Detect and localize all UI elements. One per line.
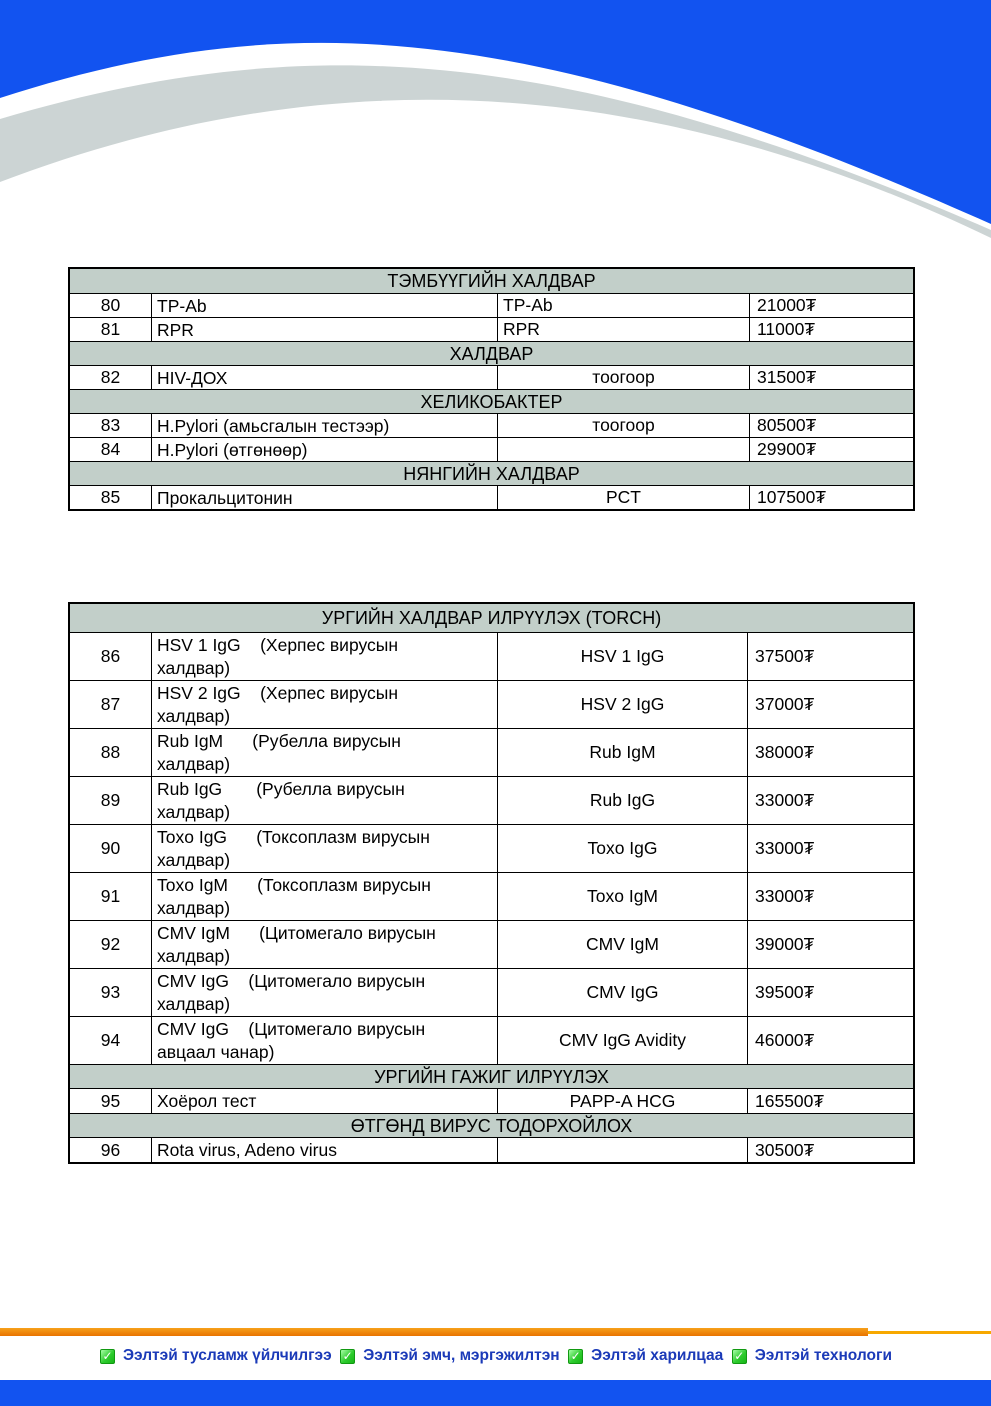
test-name-line: халдвар) <box>157 802 231 822</box>
test-price: 39500₮ <box>747 969 913 1016</box>
test-method: CMV IgM <box>497 921 747 968</box>
table-row <box>70 293 913 317</box>
test-name <box>151 681 497 728</box>
section-header: НЯНГИЙН ХАЛДВАР <box>70 462 913 485</box>
test-name-line: Прокальцитонин <box>157 488 293 508</box>
footer-item-label: Ээлтэй эмч, мэргэжилтэн <box>363 1347 560 1364</box>
test-name-line: H.Pylori (өтгөнөөр) <box>157 440 308 460</box>
test-name-line: халдвар) <box>157 754 231 774</box>
row-number: 87 <box>100 694 121 714</box>
test-method <box>497 438 749 461</box>
test-name <box>151 1089 497 1113</box>
checkbox-checked-icon: ✓ <box>732 1349 747 1364</box>
test-name-line: HSV 2 IgG (Херпес вирусын <box>157 683 399 703</box>
footer-item <box>100 1347 332 1365</box>
table-row <box>70 872 913 920</box>
table-row <box>70 824 913 872</box>
test-name <box>151 318 497 341</box>
footer-item <box>568 1347 723 1365</box>
test-price: 31500₮ <box>749 366 913 389</box>
test-price: 30500₮ <box>747 1138 913 1162</box>
section-header-row <box>70 1064 913 1088</box>
test-name-line: CMV IgM (Цитомегало вирусын <box>157 923 436 943</box>
row-number: 81 <box>100 319 121 339</box>
test-name-line: халдвар) <box>157 946 231 966</box>
test-method: PCT <box>497 486 749 509</box>
test-name-line: халдвар) <box>157 850 231 870</box>
test-price: 29900₮ <box>749 438 913 461</box>
table-row <box>70 1016 913 1064</box>
test-price: 21000₮ <box>749 294 913 317</box>
test-name-line: RPR <box>157 320 194 340</box>
test-name-line: Rota virus, Adeno virus <box>157 1140 337 1160</box>
section-header-row <box>70 604 913 632</box>
test-name <box>151 414 497 437</box>
test-price: 46000₮ <box>747 1017 913 1064</box>
table-row <box>70 920 913 968</box>
table-row <box>70 1088 913 1113</box>
test-name-line: авцаал чанар) <box>157 1042 275 1062</box>
test-price: 37500₮ <box>747 633 913 680</box>
table-row <box>70 437 913 461</box>
table-row <box>70 317 913 341</box>
table-row <box>70 632 913 680</box>
test-name-line: халдвар) <box>157 706 231 726</box>
section-header: УРГИЙН ГАЖИГ ИЛРҮҮЛЭХ <box>70 1065 913 1088</box>
row-number: 84 <box>100 439 121 459</box>
row-number: 96 <box>100 1139 121 1160</box>
row-number: 95 <box>100 1090 121 1111</box>
row-number: 90 <box>100 838 121 858</box>
table-row <box>70 680 913 728</box>
test-method: PAPP-A HCG <box>497 1089 747 1113</box>
table-row <box>70 485 913 509</box>
test-name-line: халдвар) <box>157 658 231 678</box>
test-price: 11000₮ <box>749 318 913 341</box>
test-name-line: халдвар) <box>157 994 231 1014</box>
test-name-line: халдвар) <box>157 898 231 918</box>
test-method: TP-Ab <box>497 294 749 317</box>
section-header-row <box>70 269 913 293</box>
footer-item <box>732 1347 892 1365</box>
checkbox-checked-icon: ✓ <box>340 1349 355 1364</box>
test-name-line: Rub IgG (Рубелла вирусын <box>157 779 405 799</box>
test-name-line: Toxo IgG (Токсоплазм вирусын <box>157 827 430 847</box>
section-header: ХЕЛИКОБАКТЕР <box>70 390 913 413</box>
footer-value-list <box>100 1347 892 1365</box>
torch-price-table <box>68 602 915 1164</box>
table-row <box>70 1137 913 1162</box>
test-method: HSV 1 IgG <box>497 633 747 680</box>
table-row <box>70 365 913 389</box>
row-number: 92 <box>100 934 121 954</box>
test-method: Toxo IgG <box>497 825 747 872</box>
test-name <box>151 873 497 920</box>
test-name-line: Rub IgM (Рубелла вирусын <box>157 731 401 751</box>
row-number: 93 <box>100 982 121 1002</box>
row-number: 82 <box>100 367 121 387</box>
row-number: 89 <box>100 790 121 810</box>
test-name-line: HIV-ДОХ <box>157 368 228 388</box>
test-method: RPR <box>497 318 749 341</box>
footer-item <box>340 1347 559 1365</box>
footer-item-label: Ээлтэй харилцаа <box>591 1347 724 1364</box>
table-row <box>70 728 913 776</box>
test-name-line: H.Pylori (амьсгалын тестээр) <box>157 416 390 436</box>
section-header-row <box>70 389 913 413</box>
test-method: тоогоор <box>497 414 749 437</box>
section-header: УРГИЙН ХАЛДВАР ИЛРҮҮЛЭХ (TORCH) <box>70 604 913 632</box>
test-method: CMV IgG Avidity <box>497 1017 747 1064</box>
table-row <box>70 776 913 824</box>
test-name <box>151 1138 497 1162</box>
test-name <box>151 825 497 872</box>
section-header-row <box>70 1113 913 1137</box>
row-number: 94 <box>100 1030 121 1050</box>
table-row <box>70 968 913 1016</box>
test-method: Toxo IgM <box>497 873 747 920</box>
test-name <box>151 777 497 824</box>
test-price: 107500₮ <box>749 486 913 509</box>
test-name <box>151 969 497 1016</box>
row-number: 80 <box>100 295 121 315</box>
checkbox-checked-icon: ✓ <box>100 1349 115 1364</box>
test-price: 165500₮ <box>747 1089 913 1113</box>
test-method: HSV 2 IgG <box>497 681 747 728</box>
section-header: ӨТГӨНД ВИРУС ТОДОРХОЙЛОХ <box>70 1114 913 1137</box>
test-name-line: CMV IgG (Цитомегало вирусын <box>157 971 426 991</box>
test-price: 37000₮ <box>747 681 913 728</box>
test-name-line: CMV IgG (Цитомегало вирусын <box>157 1019 426 1039</box>
test-method: Rub IgG <box>497 777 747 824</box>
test-name-line: HSV 1 IgG (Херпес вирусын <box>157 635 399 655</box>
checkbox-checked-icon: ✓ <box>568 1349 583 1364</box>
test-name <box>151 633 497 680</box>
row-number: 91 <box>100 886 121 906</box>
test-name <box>151 486 497 509</box>
row-number: 86 <box>100 646 121 666</box>
test-name <box>151 921 497 968</box>
test-name <box>151 366 497 389</box>
table-row <box>70 413 913 437</box>
test-price: 33000₮ <box>747 777 913 824</box>
test-name <box>151 294 497 317</box>
test-method: тоогоор <box>497 366 749 389</box>
row-number: 85 <box>100 487 121 507</box>
footer-orange-rule-thin <box>868 1331 991 1334</box>
test-name-line: Toxo IgM (Токсоплазм вирусын <box>157 875 431 895</box>
test-name-line: TP-Ab <box>157 296 207 316</box>
test-method: Rub IgM <box>497 729 747 776</box>
section-header-row <box>70 461 913 485</box>
header-swoosh-graphic <box>0 0 991 245</box>
row-number: 88 <box>100 742 121 762</box>
row-number: 83 <box>100 415 121 435</box>
infection-price-table <box>68 267 915 511</box>
section-header: ХАЛДВАР <box>70 342 913 365</box>
footer-item-label: Ээлтэй технологи <box>754 1347 892 1364</box>
test-price: 33000₮ <box>747 873 913 920</box>
test-method: CMV IgG <box>497 969 747 1016</box>
test-name-line: Хоёрол тест <box>157 1091 257 1111</box>
footer-orange-rule-thick <box>0 1328 868 1336</box>
test-price: 38000₮ <box>747 729 913 776</box>
test-name <box>151 729 497 776</box>
footer-item-label: Ээлтэй тусламж үйлчилгээ <box>123 1347 332 1364</box>
test-price: 80500₮ <box>749 414 913 437</box>
bottom-blue-bar <box>0 1380 991 1406</box>
section-header-row <box>70 341 913 365</box>
test-price: 39000₮ <box>747 921 913 968</box>
test-name <box>151 1017 497 1064</box>
section-header: ТЭМБҮҮГИЙН ХАЛДВАР <box>70 269 913 293</box>
test-method <box>497 1138 747 1162</box>
test-price: 33000₮ <box>747 825 913 872</box>
test-name <box>151 438 497 461</box>
